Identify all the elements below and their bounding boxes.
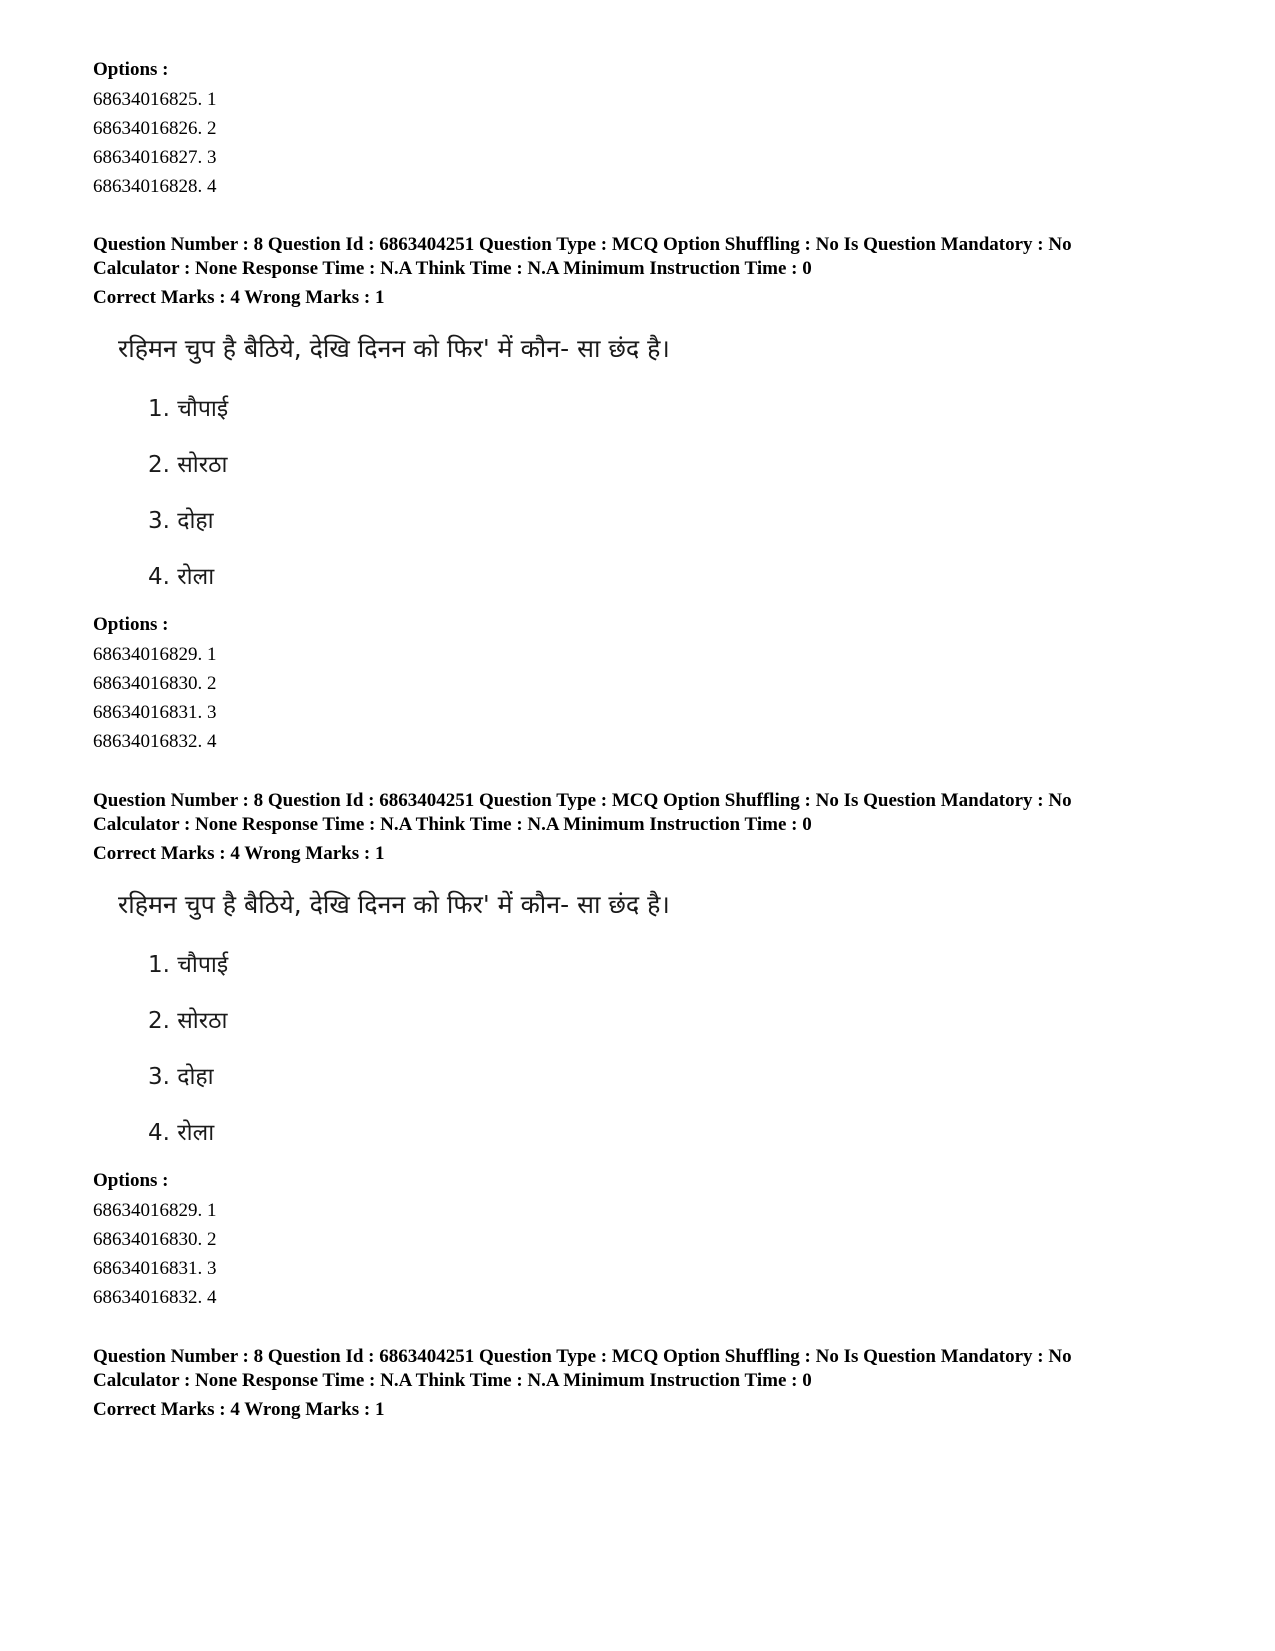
question-meta-line-2: Calculator : None Response Time : N.A Think Time : N.A Minimum Instruction Time : 0	[93, 258, 812, 279]
question-meta-line-1: Question Number : 8 Question Id : 6863404251 Question Type : MCQ Option Shuffling : No Is Question Mandatory : No	[93, 1346, 1072, 1367]
question-text: रहिमन चुप है बैठिये, देखि दिनन को फिर' में कौन- सा छंद है।	[118, 890, 670, 919]
question-1-options	[93, 613, 1203, 756]
question-marks: Correct Marks : 4 Wrong Marks : 1	[93, 1399, 385, 1420]
question-marks: Correct Marks : 4 Wrong Marks : 1	[93, 843, 385, 864]
choice-3: 3. दोहा	[148, 508, 214, 534]
option-line: 68634016830. 2	[93, 1229, 217, 1250]
option-line: 68634016831. 3	[93, 702, 217, 723]
choice-2: 2. सोरठा	[148, 452, 228, 478]
question-marks: Correct Marks : 4 Wrong Marks : 1	[93, 287, 385, 308]
options-heading: Options :	[93, 1170, 169, 1191]
option-line: 68634016829. 1	[93, 644, 217, 665]
question-3-meta	[93, 1345, 1203, 1422]
question-2-content	[118, 889, 1018, 1159]
option-line: 68634016832. 4	[93, 1287, 217, 1308]
option-line: 68634016825. 1	[93, 89, 217, 110]
choice-3: 3. दोहा	[148, 1064, 214, 1090]
choice-2: 2. सोरठा	[148, 1008, 228, 1034]
question-text: रहिमन चुप है बैठिये, देखि दिनन को फिर' में कौन- सा छंद है।	[118, 334, 670, 363]
option-line: 68634016832. 4	[93, 731, 217, 752]
option-line: 68634016827. 3	[93, 147, 217, 168]
option-line: 68634016830. 2	[93, 673, 217, 694]
question-1-meta	[93, 233, 1203, 310]
option-line: 68634016826. 2	[93, 118, 217, 139]
choice-4: 4. रोला	[148, 1120, 215, 1146]
option-line: 68634016829. 1	[93, 1200, 217, 1221]
question-meta-line-1: Question Number : 8 Question Id : 6863404251 Question Type : MCQ Option Shuffling : No Is Question Mandatory : No	[93, 234, 1072, 255]
option-line: 68634016831. 3	[93, 1258, 217, 1279]
top-options-block	[93, 58, 1203, 201]
options-heading: Options :	[93, 59, 169, 80]
choice-1: 1. चौपाई	[148, 396, 229, 422]
question-meta-line-1: Question Number : 8 Question Id : 6863404251 Question Type : MCQ Option Shuffling : No Is Question Mandatory : No	[93, 790, 1072, 811]
question-meta-line-2: Calculator : None Response Time : N.A Think Time : N.A Minimum Instruction Time : 0	[93, 814, 812, 835]
question-meta-line-2: Calculator : None Response Time : N.A Think Time : N.A Minimum Instruction Time : 0	[93, 1370, 812, 1391]
question-2-options	[93, 1169, 1203, 1312]
question-1-content	[118, 333, 1018, 603]
choice-1: 1. चौपाई	[148, 952, 229, 978]
option-line: 68634016828. 4	[93, 176, 217, 197]
choice-4: 4. रोला	[148, 564, 215, 590]
options-heading: Options :	[93, 614, 169, 635]
question-2-meta	[93, 789, 1203, 866]
